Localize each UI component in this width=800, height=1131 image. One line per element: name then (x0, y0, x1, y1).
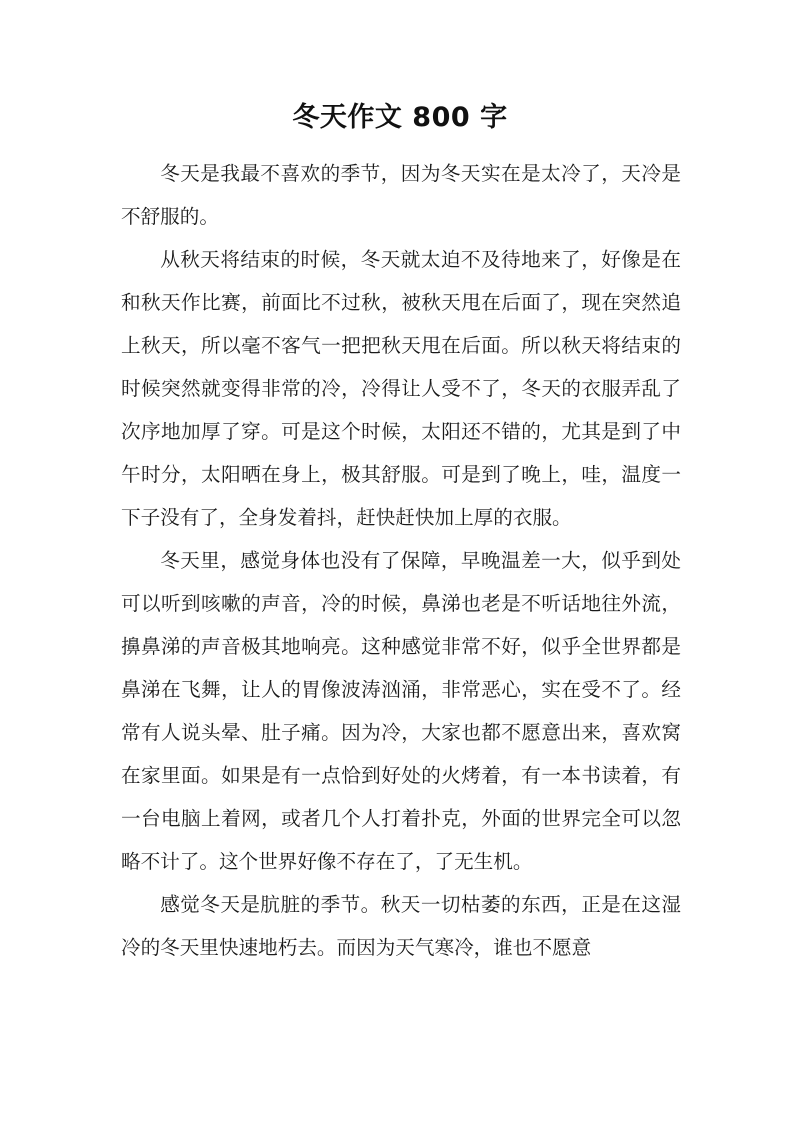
paragraph-1: 冬天是我最不喜欢的季节，因为冬天实在是太冷了，天冷是不舒服的。 (121, 162, 681, 228)
paragraph-4: 感觉冬天是肮脏的季节。秋天一切枯萎的东西，正是在这湿冷的冬天里快速地朽去。而因为天气寒冷，谁也不愿意 (121, 893, 681, 959)
essay-body (121, 152, 681, 969)
paragraph-2: 从秋天将结束的时候，冬天就太迫不及待地来了，好像是在和秋天作比赛，前面比不过秋，被秋天甩在后面了，现在突然追上秋天，所以毫不客气一把把秋天甩在后面。所以秋天将结束的时候突然就变得非常的冷，冷得让人受不了，冬天的衣服弄乱了次序地加厚了穿。可是这个时候，太阳还不错的，尤其是到了中午时分，太阳晒在身上，极其舒服。可是到了晚上，哇，温度一下子没有了，全身发着抖，赶快赶快加上厚的衣服。 (121, 248, 681, 529)
essay-title: 冬天作文 800 字 (292, 102, 508, 133)
paragraph-3: 冬天里，感觉身体也没有了保障，早晚温差一大，似乎到处可以听到咳嗽的声音，冷的时候，鼻涕也老是不听话地往外流，擤鼻涕的声音极其地响亮。这种感觉非常不好，似乎全世界都是鼻涕在飞舞，让人的胃像波涛汹涌，非常恶心，实在受不了。经常有人说头晕、肚子痛。因为冷，大家也都不愿意出来，喜欢窝在家里面。如果是有一点恰到好处的火烤着，有一本书读着，有一台电脑上着网，或者几个人打着扑克，外面的世界完全可以忽略不计了。这个世界好像不存在了，了无生机。 (121, 549, 681, 873)
